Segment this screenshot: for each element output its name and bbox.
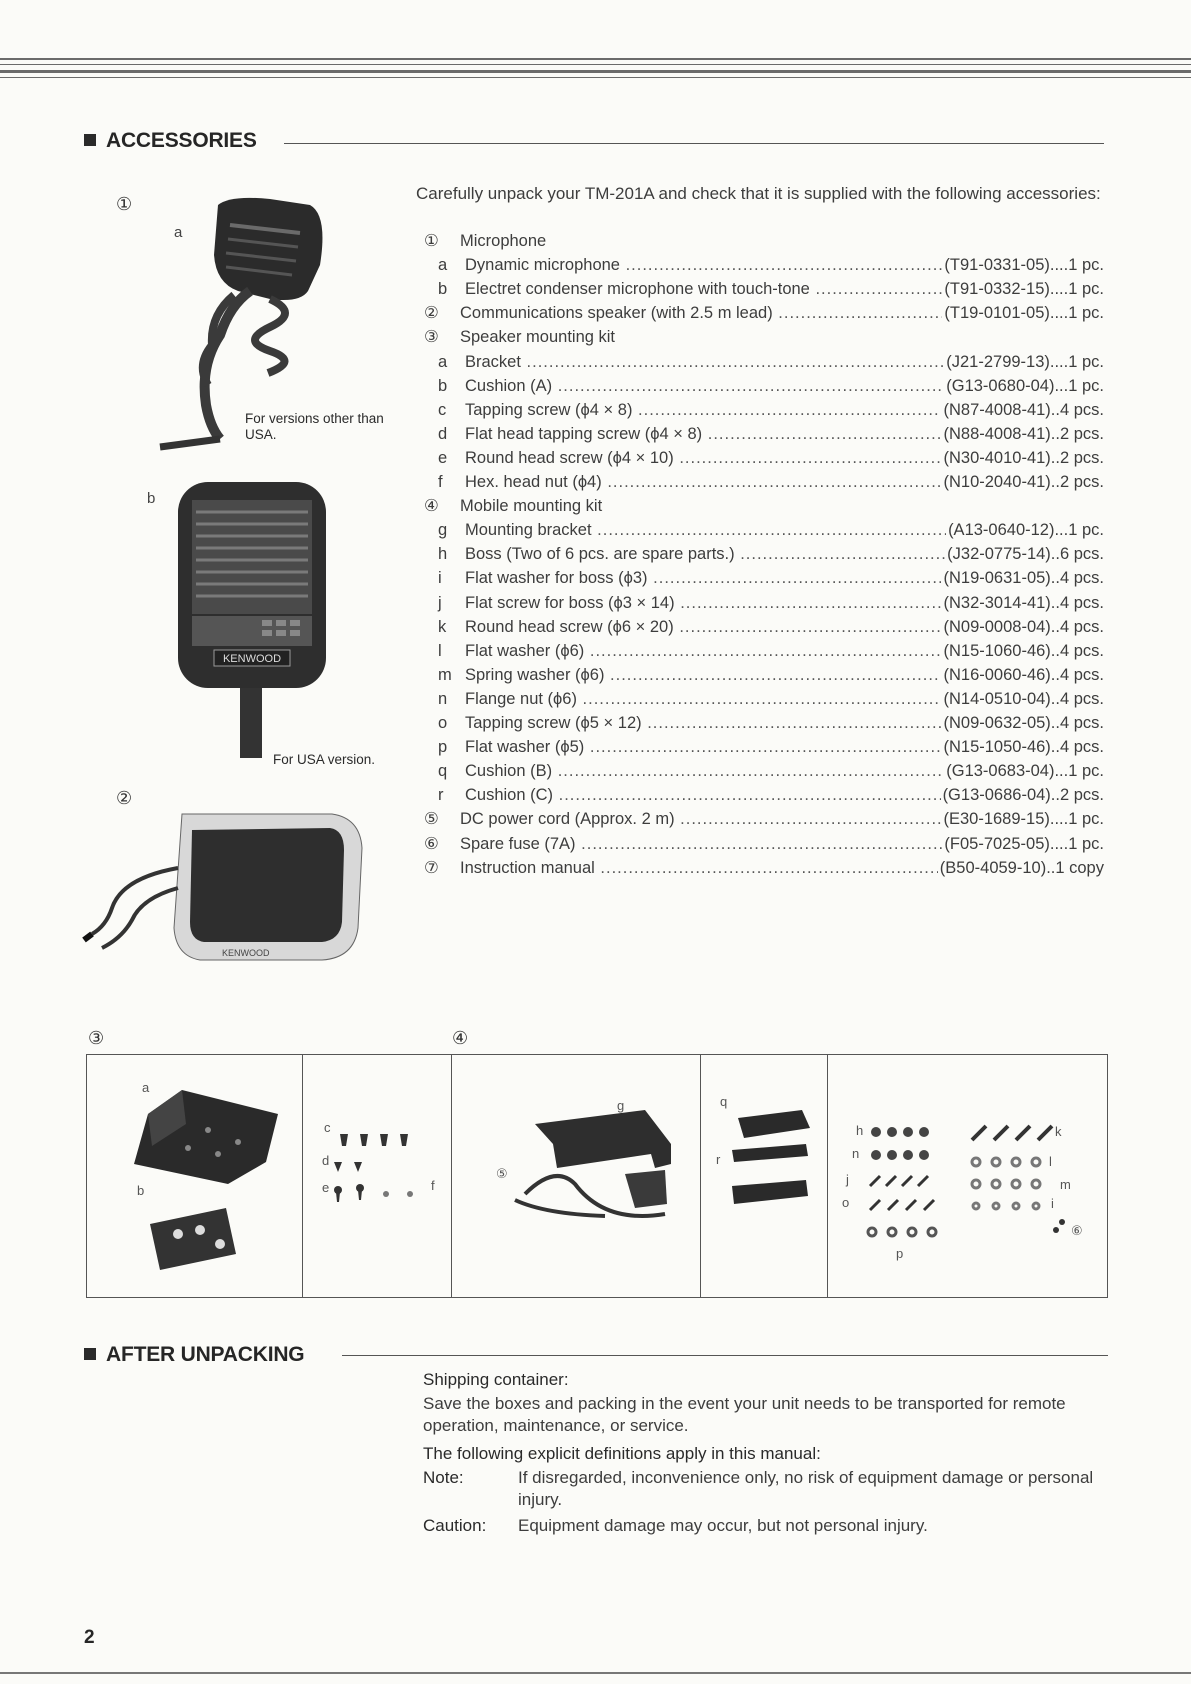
part-quantity: ..1 copy [1046,858,1104,877]
figure-caption: For versions other than USA. [245,411,384,442]
accessory-part-number [941,615,1104,639]
part-quantity: ....1 pc. [1049,280,1104,299]
part-code: (J21-2799-13) [946,352,1050,371]
accessory-part-number [941,783,1104,807]
accessory-name: Communications speaker (with 2.5 m lead) ..... [460,301,1104,325]
accessory-item [428,398,1104,422]
accessory-part-number [941,470,1104,494]
accessory-part-number [944,759,1104,783]
accessory-item [428,542,1104,566]
accessory-name: Cushion (A) ..... [465,374,1104,398]
part-label: b [137,1183,145,1198]
accessory-item [428,518,1104,542]
accessory-part-number [941,735,1104,759]
accessory-item [424,807,1104,831]
bottom-rule [0,1672,1191,1674]
part-code: (E30-1689-15) [943,810,1050,829]
part-label: k [1055,1124,1062,1139]
part-code: (G13-0680-04) [946,376,1055,395]
part-code: (T19-0101-05) [944,304,1050,323]
accessory-name: Bracket ..... [465,350,1104,374]
accessory-part-number [941,422,1104,446]
part-code: (T91-0331-05) [944,256,1050,275]
note-text: If disregarded, inconvenience only, no risk of equipment damage or personal injury. [518,1468,1094,1509]
speaker-bracket-illustration [128,1084,288,1274]
accessory-item [424,325,1104,349]
part-quantity: ....1 pc. [1049,256,1104,275]
accessory-name: Flange nut (ϕ6) ..... [465,687,1104,711]
accessory-item [428,277,1104,301]
accessory-part-number [945,542,1104,566]
top-rule [0,58,1191,60]
accessory-item [428,470,1104,494]
part-label: j [846,1172,849,1187]
part-label: e [322,1180,330,1195]
accessory-part-number [941,663,1104,687]
accessory-name: Cushion (C) ..... [465,783,1104,807]
accessory-part-number [941,398,1104,422]
part-quantity: ..4 pcs. [1050,569,1104,588]
frame-divider [451,1054,452,1298]
accessory-item [428,687,1104,711]
section-heading-after-unpacking: AFTER UNPACKING [84,1343,304,1367]
part-code: (G13-0686-04) [942,786,1051,805]
accessory-key: k [438,617,447,636]
part-label: a [142,1080,150,1095]
accessory-key: ⑥ [424,833,439,853]
part-quantity: ....1 pc. [1049,352,1104,371]
figure-number: ④ [452,1028,469,1049]
accessory-item [428,639,1104,663]
cushions-illustration [726,1100,816,1220]
accessory-name: Boss (Two of 6 pcs. are spare parts.) ..... [465,542,1104,566]
part-code: (N15-1050-46) [943,738,1051,757]
accessory-item [428,350,1104,374]
bullet-square [84,1348,96,1360]
part-code: (N15-1060-46) [943,641,1051,660]
part-code: (T91-0332-15) [944,280,1050,299]
part-quantity: ..2 pcs. [1050,448,1104,467]
part-quantity: ...1 pc. [1054,521,1104,540]
speaker-brand-text: KENWOOD [222,948,270,958]
part-label: h [856,1123,864,1138]
accessory-part-number [941,566,1104,590]
figure-label: a [174,224,183,241]
accessory-key: h [438,545,448,564]
part-quantity: ..4 pcs. [1050,641,1104,660]
mobile-bracket-illustration [495,1104,685,1224]
accessory-name: Mobile mounting kit [460,497,603,516]
figure-number: ① [116,194,133,215]
accessory-name: Flat head tapping screw (ϕ4 × 8) ..... [465,422,1104,446]
top-rule [0,77,1191,78]
figure-number: ② [116,788,133,809]
accessory-key: ④ [424,496,439,516]
accessory-item [428,566,1104,590]
part-quantity: ...1 pc. [1054,376,1104,395]
part-code: (N10-2040-41) [943,473,1051,491]
accessory-key: p [438,738,448,757]
part-quantity: ..4 pcs. [1050,400,1104,419]
note-label: Note: [423,1468,464,1487]
figure-caption: For USA version. [273,752,376,767]
part-quantity: ..4 pcs. [1050,617,1104,636]
accessory-part-number [942,301,1104,325]
accessory-key: j [438,593,442,612]
accessory-item [428,615,1104,639]
intro-text: Carefully unpack your TM-201A and check that it is supplied with the following accessories: [416,184,1101,203]
accessory-part-number [938,856,1104,880]
part-code: (N30-4010-41) [943,448,1051,467]
accessory-part-number [946,518,1104,542]
part-label: g [617,1098,625,1113]
accessory-item [428,374,1104,398]
accessory-name: Spare fuse (7A) ..... [460,832,1104,856]
section-heading-accessories: ACCESSORIES [84,129,257,153]
accessory-part-number [941,711,1104,735]
part-quantity: ...1 pc. [1054,762,1104,781]
part-label: m [1060,1177,1071,1192]
microphone-brand-text: KENWOOD [222,653,282,665]
accessory-key: g [438,521,448,540]
heading-rule [342,1355,1108,1356]
part-quantity: ....1 pc. [1049,834,1104,853]
accessory-part-number [942,832,1104,856]
shipping-container-text: Save the boxes and packing in the event your unit needs to be transported for remote operation, maintenance, or service. [423,1394,1066,1435]
part-label: d [322,1153,330,1168]
accessory-list [424,229,1104,889]
accessory-name: Speaker mounting kit [460,328,616,347]
part-label: c [324,1120,331,1135]
accessory-name: Tapping screw (ϕ5 × 12) ..... [465,711,1104,735]
part-quantity: ..4 pcs. [1050,689,1104,708]
accessory-key: b [438,280,448,299]
part-label: r [716,1152,721,1167]
part-quantity: ..2 pcs. [1050,786,1104,805]
accessory-item [424,832,1104,856]
part-code: (N09-0632-05) [943,714,1051,732]
accessory-item [424,301,1104,325]
accessory-key: l [438,641,442,660]
accessory-part-number [941,639,1104,663]
part-quantity: ..2 pcs. [1050,424,1104,443]
accessory-key: i [438,569,442,588]
frame-divider [302,1054,303,1298]
part-code: (N09-0008-04) [943,617,1051,636]
accessory-key: c [438,400,447,419]
part-quantity: ..2 pcs. [1050,473,1104,491]
part-label: o [842,1195,850,1210]
part-code: (N88-4008-41) [943,424,1051,443]
accessory-key: ② [424,303,439,323]
frame-divider [827,1054,828,1298]
accessory-item [424,229,1104,253]
part-label: n [852,1146,860,1161]
accessory-name: Tapping screw (ϕ4 × 8) ..... [465,398,1104,422]
accessory-name: Electret condenser microphone with touch-tone ..... [465,277,1104,301]
part-code: (N87-4008-41) [943,400,1051,419]
accessory-item [428,446,1104,470]
accessory-part-number [941,591,1104,615]
accessory-name: Hex. head nut (ϕ4) ..... [465,470,1104,494]
accessory-item [424,494,1104,518]
part-quantity: ....1 pc. [1049,810,1104,829]
accessory-key: b [438,376,448,395]
part-label: l [1049,1154,1052,1169]
top-rule [0,70,1191,73]
accessory-key: ③ [424,327,439,347]
accessory-item [428,783,1104,807]
accessory-key: d [438,424,448,443]
accessory-name: Cushion (B) ..... [465,759,1104,783]
caution-text: Equipment damage may occur, but not personal injury. [518,1516,928,1535]
accessory-name: Flat screw for boss (ϕ3 × 14) ..... [465,591,1104,615]
accessory-part-number [942,253,1104,277]
accessory-key: m [438,665,452,684]
figure-label: b [147,490,156,507]
accessory-item [428,663,1104,687]
accessory-part-number [944,374,1104,398]
part-quantity: ..4 pcs. [1050,665,1104,684]
accessory-name: Flat washer for boss (ϕ3) ..... [465,566,1104,590]
accessory-name: Round head screw (ϕ4 × 10) ..... [465,446,1104,470]
accessory-name: Instruction manual ..... [460,856,1104,880]
part-code: (F05-7025-05) [944,834,1050,853]
part-quantity: ..4 pcs. [1050,593,1104,612]
touch-tone-microphone-illustration [168,478,338,758]
part-label: q [720,1094,728,1109]
part-code: (A13-0640-12) [948,521,1055,540]
screws-illustration [330,1126,440,1206]
part-quantity: ..4 pcs. [1050,714,1104,732]
accessory-name: Dynamic microphone ..... [465,253,1104,277]
accessory-name: Mounting bracket ..... [465,518,1104,542]
accessory-part-number [942,277,1104,301]
part-quantity: ..6 pcs. [1050,545,1104,564]
figure-number: ③ [88,1028,105,1049]
accessory-key: ① [424,231,439,250]
part-code: (G13-0683-04) [946,762,1055,781]
top-rule [0,64,1191,65]
shipping-container-title: Shipping container: [423,1370,569,1389]
accessory-part-number [941,687,1104,711]
part-label: p [896,1246,904,1261]
bullet-square [84,134,96,146]
part-code: (N19-0631-05) [943,569,1051,588]
part-quantity: ....1 pc. [1049,304,1104,323]
part-code: (N16-0060-46) [943,665,1051,684]
accessory-key: o [438,714,448,732]
accessory-part-number [941,807,1104,831]
accessory-item [424,856,1104,880]
accessory-item [428,735,1104,759]
part-code: (N32-3014-41) [943,593,1051,612]
accessory-key: ⑤ [424,809,439,829]
accessory-key: a [438,352,448,371]
hardware-parts-illustration [866,1122,1076,1248]
accessory-name: Microphone [460,232,547,250]
accessory-item [428,759,1104,783]
part-code: (N14-0510-04) [943,689,1051,708]
part-label: f [431,1178,435,1193]
accessory-item [428,253,1104,277]
accessory-key: a [438,256,448,275]
part-label: ⑥ [1071,1224,1083,1239]
accessory-name: Flat washer (ϕ5) ..... [465,735,1104,759]
definitions-title: The following explicit definitions apply in this manual: [423,1444,821,1463]
accessory-part-number [941,446,1104,470]
part-code: (J32-0775-14) [947,545,1051,564]
accessory-key: q [438,762,448,781]
part-quantity: ..4 pcs. [1050,738,1104,757]
part-code: (B50-4059-10) [939,858,1047,877]
part-label: i [1051,1196,1054,1211]
heading-rule [284,143,1104,144]
frame-divider [700,1054,701,1298]
part-label: ⑤ [496,1167,508,1182]
accessory-name: Spring washer (ϕ6) ..... [465,663,1104,687]
accessory-name: DC power cord (Approx. 2 m) ..... [460,807,1104,831]
caution-label: Caution: [423,1516,487,1535]
accessory-key: f [438,473,443,491]
accessory-part-number [944,350,1104,374]
accessory-key: e [438,448,448,467]
page-number: 2 [84,1627,95,1648]
accessory-item [428,422,1104,446]
accessory-name: Flat washer (ϕ6) ..... [465,639,1104,663]
accessory-item [428,591,1104,615]
accessory-key: n [438,689,448,708]
accessory-key: ⑦ [424,857,439,877]
accessory-item [428,711,1104,735]
accessory-name: Round head screw (ϕ6 × 20) ..... [465,615,1104,639]
communications-speaker-illustration [82,808,382,968]
accessory-key: r [438,786,444,805]
